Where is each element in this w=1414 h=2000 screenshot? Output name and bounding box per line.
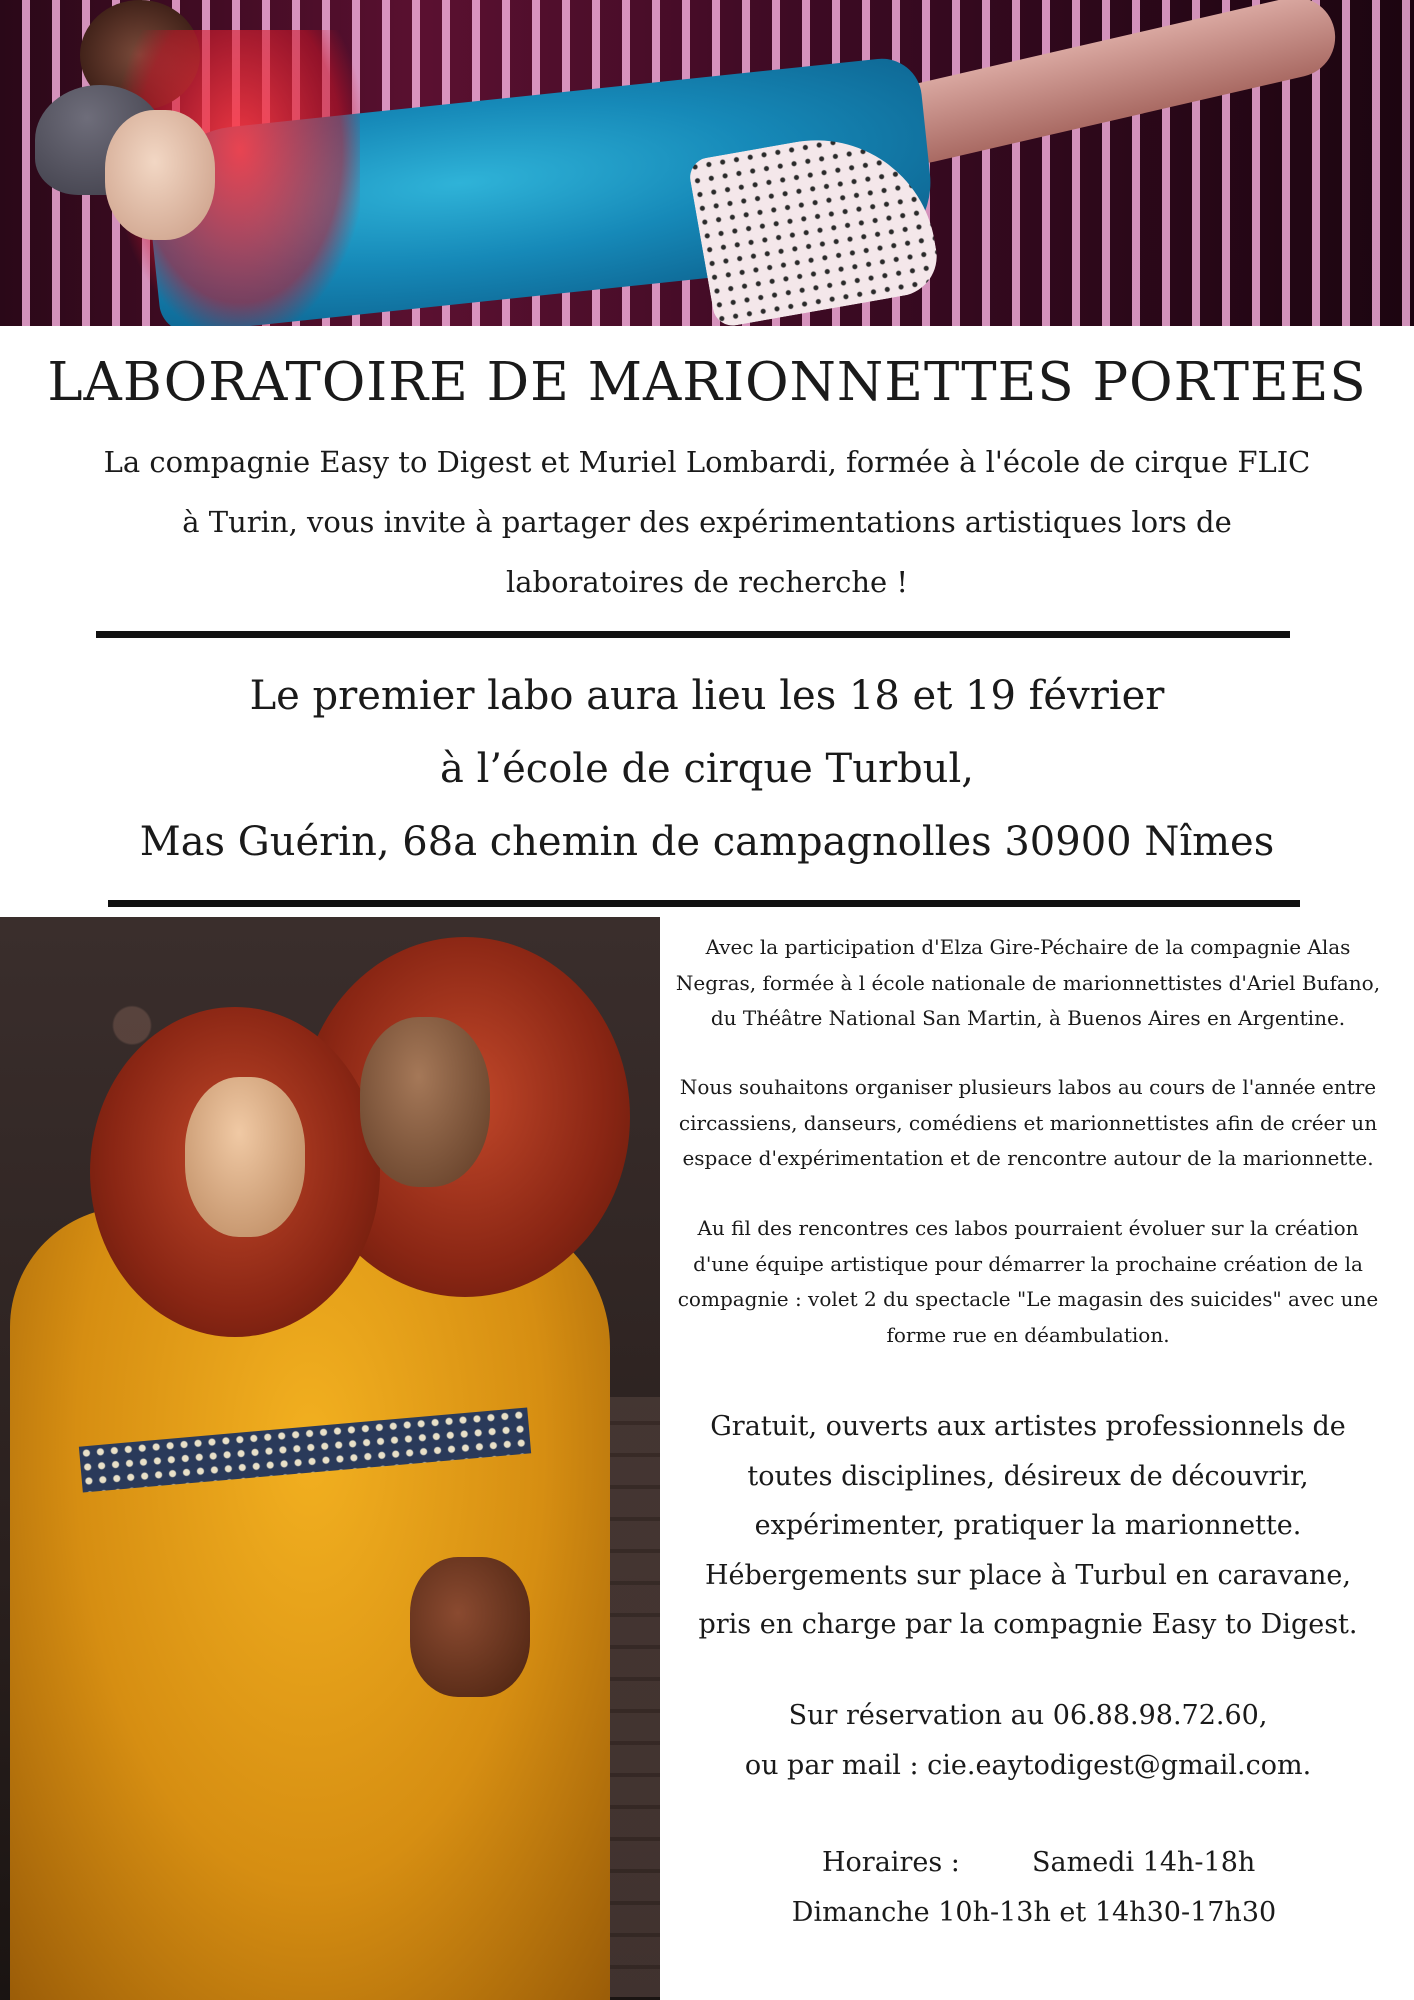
- divider-bottom: [108, 900, 1300, 907]
- text-line: toutes disciplines, désireux de découvrir,: [747, 1460, 1309, 1492]
- text-line: expérimenter, pratiquer la marionnette.: [754, 1510, 1302, 1541]
- text-line: Avec la participation d'Elza Gire-Péchaire de la compagnie Alas: [705, 935, 1351, 959]
- contact-info: [668, 1691, 1388, 1790]
- intro-line: La compagnie Easy to Digest et Muriel Lombardi, formée à l'école de cirque FLIC: [103, 445, 1311, 479]
- hours-sunday: Dimanche 10h-13h et 14h30-17h30: [791, 1897, 1277, 1928]
- organisation-paragraph: [668, 1070, 1388, 1177]
- evolution-paragraph: [668, 1211, 1388, 1353]
- puppet-face-left: [185, 1077, 305, 1237]
- puppet-face-right: [360, 1017, 490, 1187]
- text-line: Nous souhaitons organiser plusieurs labos au cours de l'année entre: [679, 1075, 1377, 1099]
- text-line: circassiens, danseurs, comédiens et marionnettistes afin de créer un: [678, 1110, 1378, 1135]
- event-line: Le premier labo aura lieu les 18 et 19 février: [249, 673, 1165, 719]
- text-line: forme rue en déambulation.: [886, 1322, 1170, 1347]
- puppet-face: [105, 110, 215, 240]
- page-title: LABORATOIRE DE MARIONNETTES PORTEES: [47, 352, 1367, 413]
- text-line: d'une équipe artistique pour démarrer la prochaine création de la: [693, 1251, 1363, 1276]
- intro-text: [0, 432, 1414, 612]
- hero-photo-puppet-flying: [0, 0, 1414, 326]
- participation-paragraph: [668, 930, 1388, 1037]
- reservation-email: ou par mail : cie.eaytodigest@gmail.com.: [744, 1749, 1312, 1781]
- event-line: Mas Guérin, 68a chemin de campagnolles 30900 Nîmes: [139, 819, 1275, 865]
- text-line: Au fil des rencontres ces labos pourraient évoluer sur la création: [697, 1216, 1359, 1240]
- event-date-location: [0, 660, 1414, 879]
- text-line: du Théâtre National San Martin, à Buenos Aires en Argentine.: [710, 1006, 1346, 1030]
- text-line: Gratuit, ouverts aux artistes professionnels de: [710, 1411, 1346, 1442]
- text-line: compagnie : volet 2 du spectacle "Le magasin des suicides" avec une: [677, 1287, 1379, 1311]
- text-line: Hébergements sur place à Turbul en caravane,: [705, 1559, 1351, 1591]
- hours-saturday: Samedi 14h-18h: [1032, 1847, 1256, 1878]
- conditions-paragraph: [668, 1402, 1388, 1650]
- opening-hours: [668, 1838, 1388, 1938]
- hours-row-saturday: [668, 1838, 1388, 1888]
- intro-line: laboratoires de recherche !: [505, 565, 909, 599]
- puppet-glove: [410, 1557, 530, 1697]
- photo-two-puppets-red-hair: [0, 917, 660, 2000]
- text-line: pris en charge par la compagnie Easy to Digest.: [698, 1609, 1358, 1640]
- text-line: Negras, formée à l école nationale de marionnettistes d'Ariel Bufano,: [675, 970, 1381, 995]
- event-line: à l’école de cirque Turbul,: [440, 746, 974, 792]
- divider-top: [96, 631, 1290, 638]
- intro-line: à Turin, vous invite à partager des expérimentations artistiques lors de: [182, 505, 1232, 539]
- text-line: espace d'expérimentation et de rencontre autour de la marionnette.: [682, 1146, 1374, 1170]
- hours-label: Horaires :: [822, 1847, 960, 1878]
- reservation-phone: Sur réservation au 06.88.98.72.60,: [788, 1700, 1268, 1731]
